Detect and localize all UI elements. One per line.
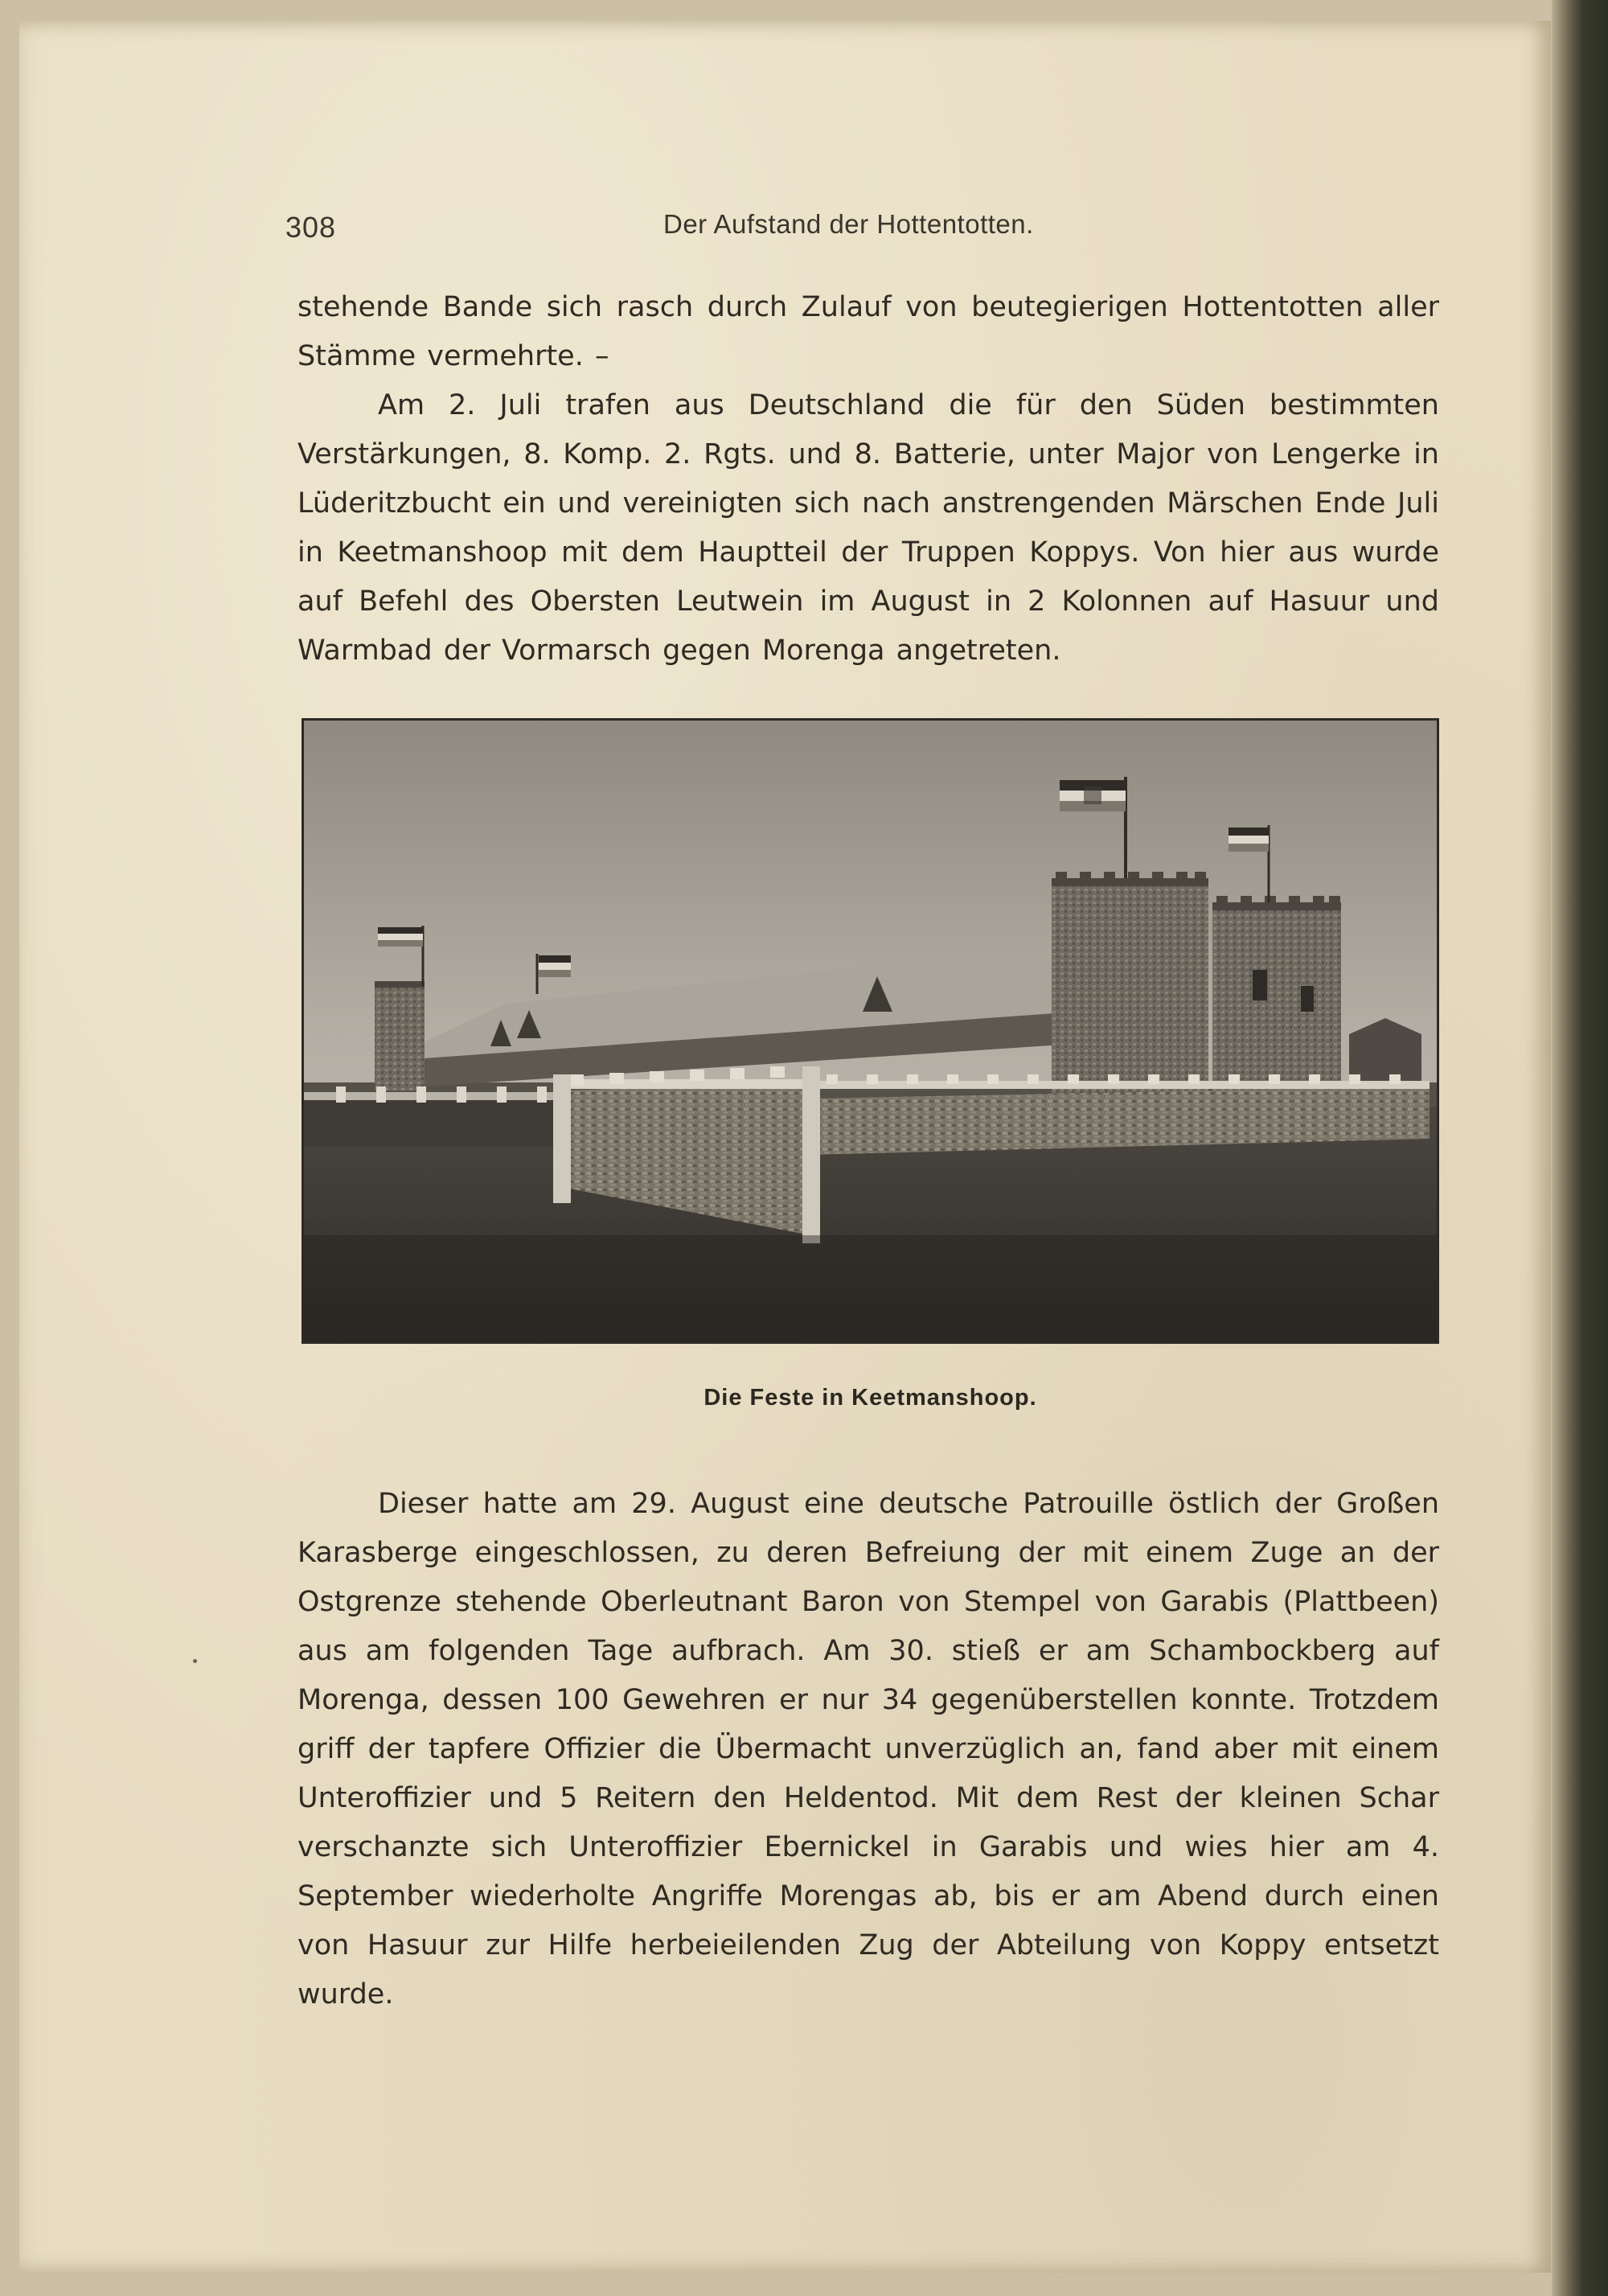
fortress-illustration [304,721,1437,1341]
paper-speck [193,1659,197,1663]
paragraph-continued: stehende Bande sich rasch durch Zulauf von beutegierigen Hottentotten aller Stämme vermehrte. – [297,291,1439,372]
book-binding-edge [1552,0,1608,2296]
paragraph-stempel: Dieser hatte am 29. August eine deutsche Patrouille östlich der Großen Karasberge eingeschlossen, zu deren Befreiung der mit einem Zuge an der Ostgrenze stehende Oberleutnant Baron von Stempel von Garabis (Plattbeen) aus am folgenden Tage aufbrach. Am 30. stieß er am Schambockberg auf Morenga, dessen 100 Gewehren er nur 34 gegenüberstellen konnte. Trotzdem griff der tapfere Offizier die Übermacht unverzüglich an, fand aber mit einem Unteroffizier und 5 Reitern den Heldentod. Mit dem Rest der kleinen Schar verschanzte sich Unteroffizier Ebernickel in Garabis und wies hier am 4. September wiederholte Angriffe Morengas ab, bis er am Abend durch einen von Hasuur zur Hilfe herbeieilenden Zug der Abteilung von Koppy entsetzt wurde. [297,1488,1439,2011]
text-block-top [297,283,1439,676]
running-title: Der Aufstand der Hottentotten. [663,209,1034,239]
text-block-bottom [297,1480,1439,2019]
photo-fortress-keetmanshoop [302,718,1439,1344]
running-head [285,207,1435,248]
figure-caption: Die Feste in Keetmanshoop. [704,1385,1037,1411]
page-number: 308 [285,211,337,244]
paragraph-reinforcements: Am 2. Juli trafen aus Deutschland die für den Süden bestimmten Verstärkungen, 8. Komp. 2. Rgts. und 8. Batterie, unter Major von Lengerke in Lüderitzbucht ein und vereinigten sich nach anstrengenden Märschen Ende Juli in Keetmanshoop mit dem Hauptteil der Truppen Koppys. Von hier aus wurde auf Befehl des Obersten Leutwein im August in 2 Kolonnen auf Hasuur und Warmbad der Vormarsch gegen Morenga angetreten. [297,389,1439,667]
